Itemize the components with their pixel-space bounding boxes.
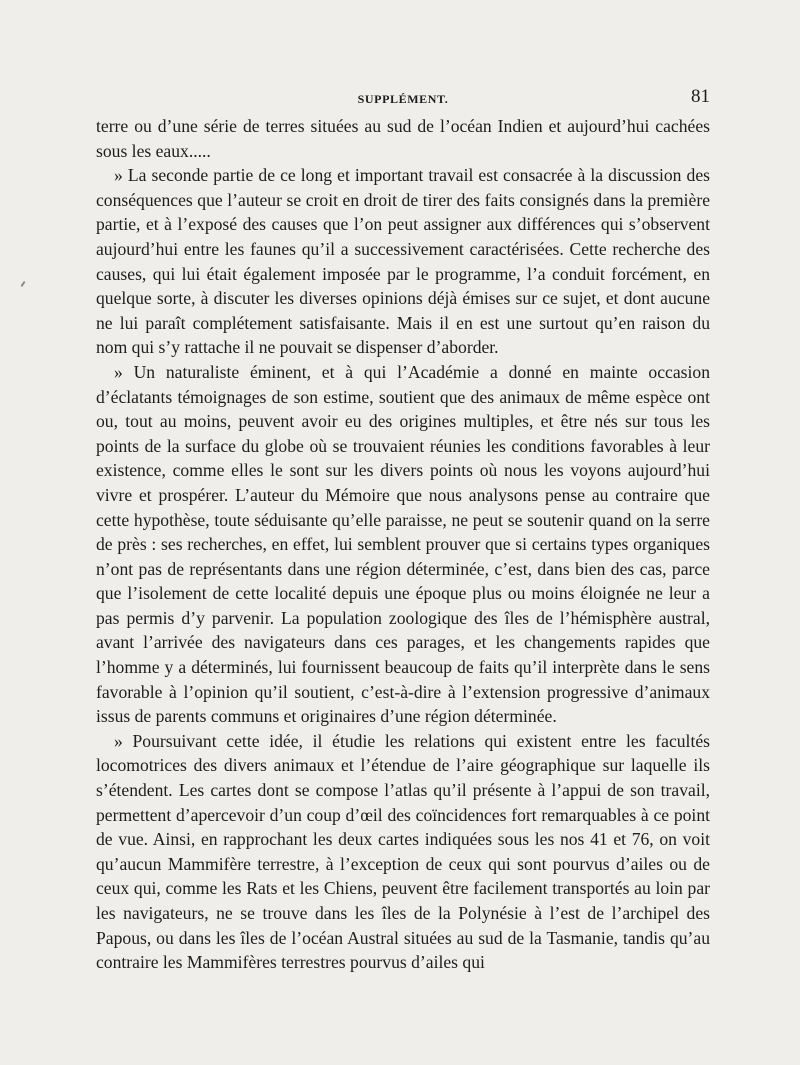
paragraph-seconde-partie: » La seconde partie de ce long et important travail est consacrée à la discussion des conséquences que l’auteur se croit en droit de tirer des faits consignés dans la première partie, et à l’exposé des causes que l’on peut assigner aux différences qui s’observent aujourd’hui entre les faunes qu’il a successivement caractérisées. Cette recherche des causes, qui lui était également imposée par le programme, l’a conduit forcément, en quelque sorte, à discuter les diverses opinions déjà émises sur ce sujet, et dont aucune ne lui paraît complétement satisfaisante. Mais il en est une surtout qu’en raison du nom qui s’y rattache il ne pouvait se dispenser d’aborder. bbox=[96, 165, 710, 358]
paragraph-poursuivant: » Poursuivant cette idée, il étudie les relations qui existent entre les facultés locomotrices des divers animaux et l’étendue de l’aire géographique sur laquelle ils s’étendent. Les cartes dont se compose l’atlas qu’il présente à l’appui de son travail, permettent d’apercevoir d’un coup d’œil des coïncidences fort remarquables à ce point de vue. Ainsi, en rapprochant les deux cartes indiquées sous les nos 41 et 76, on voit qu’aucun Mammifère terrestre, à l’exception de ceux qui sont pourvus d’ailes ou de ceux qui, comme les Rats et les Chiens, peuvent être facilement transportés au loin par les navigateurs, ne se trouve dans les îles de la Polynésie à l’est de l’archipel des Papous, ou dans les îles de l’océan Austral situées au sud de la Tasmanie, tandis qu’au contraire les Mammifères terrestres pourvus d’ailes qui bbox=[96, 730, 710, 973]
running-head: SUPPLÉMENT. bbox=[357, 92, 449, 106]
page-header bbox=[96, 86, 710, 108]
paragraph-continuation: terre ou d’une série de terres situées au sud de l’océan Indien et aujourd’hui cachées sous les eaux..... bbox=[96, 116, 710, 161]
body-text bbox=[96, 114, 710, 975]
page-number: 81 bbox=[691, 86, 710, 107]
paragraph-naturaliste: » Un naturaliste éminent, et à qui l’Académie a donné en mainte occasion d’éclatants témoignages de son estime, soutient que des animaux de même espèce ont ou, tout au moins, peuvent avoir eu des origines multiples, et être nés sur tous les points de la surface du globe où se trouvaient réunies les conditions favorables à leur existence, comme elles le sont sur les divers points où nous les voyons aujourd’hui vivre et prospérer. L’auteur du Mémoire que nous analysons pense au contraire que cette hypothèse, toute séduisante qu’elle paraisse, ne peut se soutenir quand on la serre de près : ses recherches, en effet, lui semblent prouver que si certains types organiques n’ont pas de représentants dans une région déterminée, c’est, dans bien des cas, parce que l’isolement de cette localité depuis une époque plus ou moins éloignée ne leur a pas permis d’y parvenir. La population zoologique des îles de l’hémisphère austral, avant l’arrivée des navigateurs dans ces parages, et les changements rapides que l’homme y a déterminés, lui fournissent beaucoup de faits qu’il interprète dans le sens favorable à l’opinion qu’il soutient, c’est-à-dire à l’extension progressive d’animaux issus de parents communs et originaires d’une région déterminée. bbox=[96, 361, 710, 727]
scan-speck bbox=[20, 281, 25, 287]
